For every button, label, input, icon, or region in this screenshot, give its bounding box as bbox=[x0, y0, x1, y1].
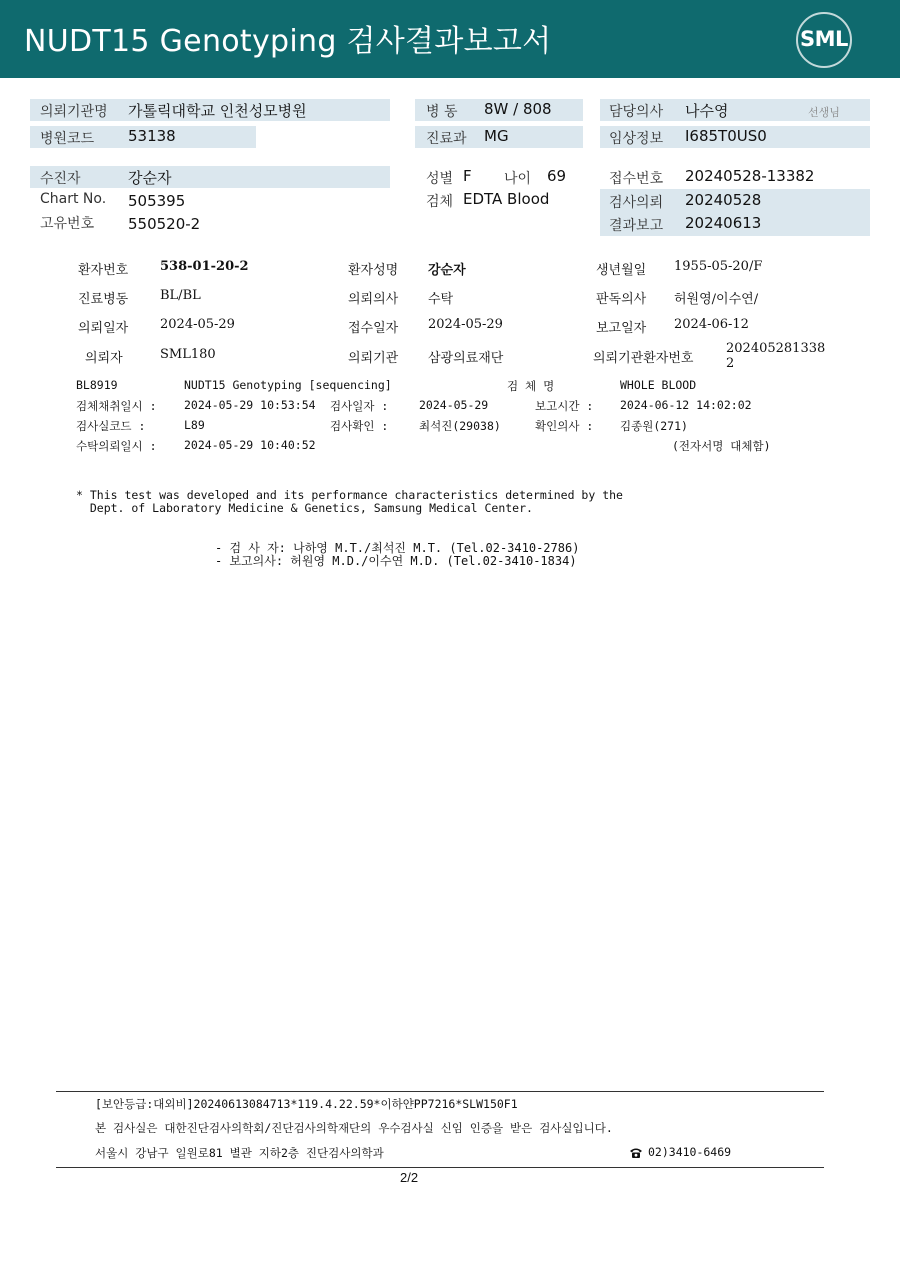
request-org-label: 의뢰기관명 bbox=[40, 104, 108, 120]
esign-note: (전자서명 대체함) bbox=[672, 439, 771, 453]
specimen-label: 검체 bbox=[426, 194, 454, 210]
test-confirm-label: 검사확인 : bbox=[330, 419, 389, 433]
req-doctor-value: 수탁 bbox=[428, 292, 454, 307]
doctor-label: 담당의사 bbox=[609, 104, 664, 120]
test-confirm-value: 최석진(29038) bbox=[419, 419, 501, 433]
unique-label: 고유번호 bbox=[40, 216, 95, 232]
result-report-label: 결과보고 bbox=[609, 218, 664, 234]
footer-bottom-rule bbox=[56, 1167, 824, 1168]
report-header bbox=[0, 0, 900, 78]
note-line-1: * This test was developed and its performance characteristics determined by the bbox=[76, 488, 623, 502]
collect-label: 검체채취일시 : bbox=[76, 399, 157, 413]
requester-value: SML180 bbox=[160, 347, 216, 362]
req-date-value: 2024-05-29 bbox=[160, 317, 235, 332]
request-org-value: 가톨릭대학교 인천성모병원 bbox=[128, 102, 307, 120]
report-title: NUDT15 Genotyping 검사결과보고서 bbox=[24, 24, 552, 59]
collect-value: 2024-05-29 10:53:54 bbox=[184, 398, 316, 412]
phone-number: 02)3410-6469 bbox=[648, 1145, 732, 1159]
consign-value: 2024-05-29 10:40:52 bbox=[184, 438, 316, 452]
sex-label: 성별 bbox=[426, 171, 454, 187]
req-org-label: 의뢰기관 bbox=[348, 351, 399, 366]
note-line-2: Dept. of Laboratory Medicine & Genetics, Samsung Medical Center. bbox=[76, 501, 533, 515]
doctor-suffix: 선생님 bbox=[808, 106, 840, 119]
report-date-label: 보고일자 bbox=[596, 321, 647, 336]
ward-value: 8W / 808 bbox=[484, 100, 552, 118]
patient-name-value: 강순자 bbox=[428, 263, 466, 278]
logo-text: SML bbox=[800, 27, 848, 51]
footer-top-rule bbox=[56, 1091, 824, 1092]
org-patient-no-line2: 2 bbox=[726, 356, 735, 371]
receipt-label: 접수번호 bbox=[609, 171, 664, 187]
ward-label: 병 동 bbox=[426, 104, 458, 120]
hospital-code-value: 53138 bbox=[128, 127, 176, 145]
lab-code-label: 검사실코드 : bbox=[76, 419, 146, 433]
patient-value: 강순자 bbox=[128, 169, 172, 187]
specimen-name-value: WHOLE BLOOD bbox=[620, 378, 697, 392]
page-number: 2/2 bbox=[400, 1170, 419, 1185]
birth-label: 생년월일 bbox=[596, 263, 647, 278]
confirm-doc-label: 확인의사 : bbox=[535, 419, 594, 433]
patient-name-label: 환자성명 bbox=[348, 263, 399, 278]
staff-line-1: - 검 사 자: 나하영 M.T./최석진 M.T. (Tel.02-3410-2786) bbox=[215, 541, 580, 555]
req-org-value: 삼광의료재단 bbox=[428, 351, 504, 366]
report-time-value: 2024-06-12 14:02:02 bbox=[620, 398, 752, 412]
patient-no-value: 538-01-20-2 bbox=[160, 259, 249, 274]
requester-label: 의뢰자 bbox=[85, 351, 123, 366]
test-date-label: 검사일자 : bbox=[330, 399, 389, 413]
hospital-code-label: 병원코드 bbox=[40, 131, 95, 147]
test-code: BL8919 bbox=[76, 378, 118, 392]
certification-line: 본 검사실은 대한진단검사의학회/진단검사의학재단의 우수검사실 신임 인증을 받은 검사실입니다. bbox=[95, 1121, 613, 1135]
sex-value: F bbox=[463, 167, 472, 185]
confirm-doc-value: 김종원(271) bbox=[620, 419, 688, 433]
staff-line-2: - 보고의사: 허원영 M.D./이수연 M.D. (Tel.02-3410-1834) bbox=[215, 554, 577, 568]
lab-code-value: L89 bbox=[184, 418, 205, 432]
org-patient-no-label: 의뢰기관환자번호 bbox=[593, 351, 694, 366]
age-value: 69 bbox=[547, 167, 567, 185]
patient-bar bbox=[30, 166, 390, 188]
receipt-value: 20240528-13382 bbox=[685, 167, 815, 185]
test-request-label: 검사의뢰 bbox=[609, 195, 664, 211]
test-name: NUDT15 Genotyping [sequencing] bbox=[184, 378, 392, 392]
reader-label: 판독의사 bbox=[596, 292, 647, 307]
patient-label: 수진자 bbox=[40, 171, 81, 187]
clinical-value: I685T0US0 bbox=[685, 127, 767, 145]
org-patient-no-line1: 202405281338 bbox=[726, 341, 826, 356]
ward-code-label: 진료병동 bbox=[78, 292, 129, 307]
clinical-label: 임상정보 bbox=[609, 131, 664, 147]
security-line: [보안등급:대외비]20240613084713*119.4.22.59*이하얀PP7216*SLW150F1 bbox=[95, 1097, 518, 1111]
specimen-name-label: 검 체 명 bbox=[507, 379, 555, 393]
result-report-value: 20240613 bbox=[685, 214, 762, 232]
specimen-value: EDTA Blood bbox=[463, 190, 550, 208]
sml-logo bbox=[796, 12, 852, 68]
birth-value: 1955-05-20/F bbox=[674, 259, 763, 274]
dept-value: MG bbox=[484, 127, 509, 145]
dept-label: 진료과 bbox=[426, 131, 467, 147]
ward-code-value: BL/BL bbox=[160, 288, 201, 303]
report-date-value: 2024-06-12 bbox=[674, 317, 749, 332]
doctor-value: 나수영 bbox=[685, 102, 729, 120]
req-date-label: 의뢰일자 bbox=[78, 321, 129, 336]
chart-label: Chart No. bbox=[40, 191, 107, 207]
recv-date-value: 2024-05-29 bbox=[428, 317, 503, 332]
chart-value: 505395 bbox=[128, 192, 186, 210]
test-date-value: 2024-05-29 bbox=[419, 398, 489, 412]
recv-date-label: 접수일자 bbox=[348, 321, 399, 336]
consign-label: 수탁의뢰일시 : bbox=[76, 439, 157, 453]
report-time-label: 보고시간 : bbox=[535, 399, 594, 413]
telephone-icon bbox=[629, 1144, 643, 1163]
req-doctor-label: 의뢰의사 bbox=[348, 292, 399, 307]
unique-value: 550520-2 bbox=[128, 215, 201, 233]
address-line: 서울시 강남구 일원로81 별관 지하2층 진단검사의학과 bbox=[95, 1146, 384, 1160]
reader-value: 허원영/이수연/ bbox=[674, 292, 759, 307]
test-request-value: 20240528 bbox=[685, 191, 762, 209]
patient-no-label: 환자번호 bbox=[78, 263, 129, 278]
age-label: 나이 bbox=[504, 171, 532, 187]
